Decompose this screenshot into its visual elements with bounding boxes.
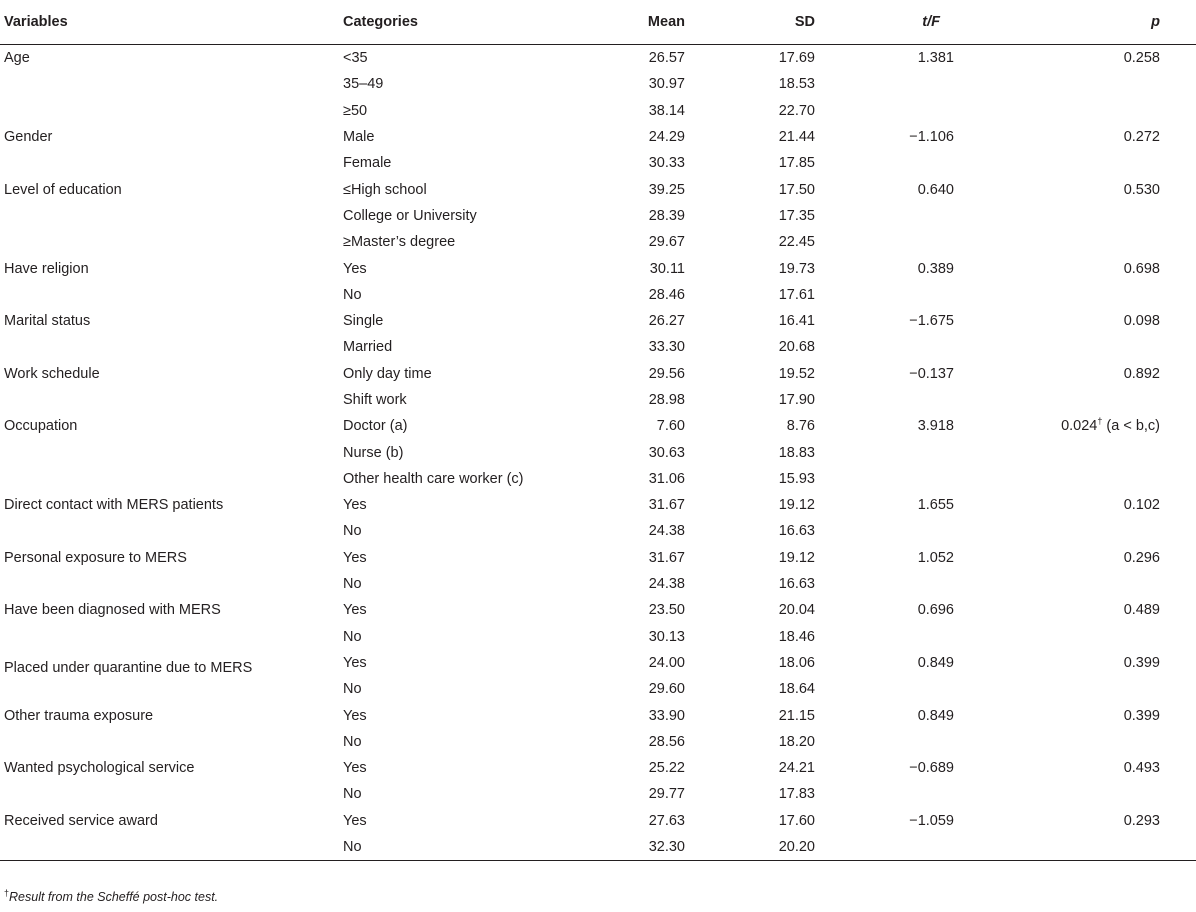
- header-variables: Variables: [0, 0, 343, 45]
- cell-tf: [815, 571, 954, 597]
- cell-sd: 16.63: [778, 576, 815, 593]
- table-row: [0, 413, 1196, 439]
- cell-mean: 24.38: [648, 523, 685, 540]
- cell-category: Married: [343, 339, 393, 356]
- cell-mean: 33.90: [648, 707, 685, 724]
- cell-tf: [815, 71, 954, 97]
- cell-mean: 29.67: [648, 234, 685, 251]
- cell-sd: 19.52: [778, 365, 815, 382]
- cell-tf: 0.849: [917, 654, 954, 671]
- header-mean: Mean: [611, 0, 685, 45]
- cell-p: [954, 282, 1196, 308]
- table-row: [0, 808, 1196, 834]
- cell-mean: 29.60: [648, 681, 685, 698]
- cell-sd: 17.69: [778, 50, 815, 67]
- cell-sd: 18.06: [778, 654, 815, 671]
- table-row: [0, 45, 1196, 72]
- cell-mean: 31.06: [648, 470, 685, 487]
- cell-sd: 17.50: [778, 181, 815, 198]
- table-row: [0, 545, 1196, 571]
- cell-tf: [815, 466, 954, 492]
- header-p: p: [954, 0, 1196, 45]
- table-footnote: [4, 887, 219, 904]
- cell-mean: 32.30: [611, 834, 685, 861]
- cell-sd: 21.44: [778, 129, 815, 146]
- cell-tf: 3.918: [917, 418, 954, 435]
- cell-sd: 17.83: [778, 786, 815, 803]
- cell-mean: 29.56: [648, 365, 685, 382]
- cell-p: 0.493: [1123, 760, 1160, 777]
- cell-variable: Have been diagnosed with MERS: [4, 602, 221, 619]
- cell-mean: 24.29: [648, 129, 685, 146]
- cell-sd: 16.41: [778, 313, 815, 330]
- cell-variable: Received service award: [4, 812, 158, 829]
- cell-tf: 0.849: [917, 707, 954, 724]
- cell-sd: 17.90: [778, 392, 815, 408]
- cell-variable: Have religion: [4, 260, 89, 277]
- cell-variable: [0, 834, 343, 861]
- cell-tf: [815, 439, 954, 465]
- cell-p: 0.399: [1123, 654, 1160, 671]
- table-row: [0, 466, 1196, 492]
- cell-category: No: [343, 628, 362, 645]
- table-row: [0, 361, 1196, 387]
- cell-p: 0.293: [1123, 812, 1160, 829]
- cell-mean: 28.39: [648, 207, 685, 224]
- cell-variable: Gender: [4, 129, 53, 146]
- cell-sd: 21.15: [778, 707, 815, 724]
- cell-p: 0.296: [1123, 549, 1160, 566]
- cell-mean: 23.50: [648, 602, 685, 619]
- footnote-mark: †: [4, 887, 10, 898]
- table-row: [0, 71, 1196, 97]
- cell-variable: [0, 571, 343, 597]
- table-row: [0, 282, 1196, 308]
- cell-p: [954, 624, 1196, 650]
- cell-category: No: [343, 733, 362, 750]
- cell-mean: 24.00: [648, 654, 685, 671]
- cell-category: Female: [343, 155, 392, 172]
- cell-p: [954, 834, 1196, 861]
- cell-variable-text: Placed under quarantine due to MERS: [4, 659, 253, 676]
- cell-tf: 0.640: [917, 181, 954, 198]
- cell-variable: Occupation: [4, 418, 78, 435]
- cell-p: [954, 203, 1196, 229]
- cell-tf: 0.389: [917, 260, 954, 277]
- cell-p: 0.530: [1123, 181, 1160, 198]
- cell-category: Doctor (a): [343, 418, 408, 435]
- cell-category: 35–49: [343, 76, 384, 93]
- cell-category: Nurse (b): [343, 444, 404, 461]
- table-row: [0, 150, 1196, 176]
- cell-p: 0.272: [1123, 129, 1160, 146]
- cell-category: College or University: [343, 207, 477, 224]
- cell-sd: 24.21: [778, 760, 815, 777]
- cell-tf: [815, 518, 954, 544]
- cell-category: ≤High school: [343, 181, 427, 198]
- cell-variable: [0, 729, 343, 755]
- cell-p: 0.698: [1123, 260, 1160, 277]
- cell-p: [954, 98, 1196, 124]
- cell-tf: [815, 282, 954, 308]
- cell-p: 0.399: [1123, 707, 1160, 724]
- cell-mean: 26.27: [648, 313, 685, 330]
- cell-p: [954, 229, 1196, 255]
- cell-variable: [0, 71, 343, 97]
- header-sd: SD: [685, 0, 815, 45]
- footnote-text: Result from the Scheffé post-hoc test.: [9, 890, 219, 904]
- cell-p: 0.098: [1123, 313, 1160, 330]
- cell-mean: 7.60: [656, 418, 685, 435]
- cell-category: No: [343, 786, 362, 803]
- cell-sd: 18.20: [778, 733, 815, 750]
- cell-category: Yes: [343, 260, 367, 277]
- cell-mean: 30.97: [648, 76, 685, 93]
- cell-p: [954, 466, 1196, 492]
- cell-p: 0.892: [1123, 365, 1160, 382]
- posthoc-note: (a < b,c): [1102, 418, 1160, 435]
- cell-category: No: [343, 681, 362, 698]
- cell-sd: 22.70: [778, 102, 815, 119]
- cell-tf: [815, 98, 954, 124]
- cell-tf: −1.059: [909, 812, 954, 829]
- cell-tf: −0.689: [909, 760, 954, 777]
- table-row: [0, 492, 1196, 518]
- cell-mean: 39.25: [648, 181, 685, 198]
- cell-variable: [0, 98, 343, 124]
- cell-tf: −1.106: [909, 129, 954, 146]
- table-row: [0, 650, 1196, 676]
- cell-sd: 17.60: [778, 812, 815, 829]
- cell-tf: [815, 781, 954, 807]
- cell-variable: [0, 676, 343, 702]
- cell-tf: [815, 150, 954, 176]
- cell-category: ≥50: [343, 102, 368, 119]
- table-row: [0, 124, 1196, 150]
- cell-mean: 30.33: [648, 155, 685, 172]
- cell-p: [954, 571, 1196, 597]
- cell-sd: 18.46: [778, 628, 815, 645]
- cell-sd: 22.45: [778, 234, 815, 251]
- cell-variable: Age: [4, 50, 30, 67]
- cell-variable: [0, 439, 343, 465]
- cell-sd: 8.76: [786, 418, 815, 435]
- cell-tf: [815, 387, 954, 413]
- cell-mean: 31.67: [648, 549, 685, 566]
- cell-p: 0.258: [1123, 50, 1160, 67]
- cell-category: Yes: [343, 549, 367, 566]
- table-row: [0, 834, 1196, 861]
- cell-variable: [0, 150, 343, 176]
- cell-category: Yes: [343, 707, 367, 724]
- cell-sd: 18.64: [778, 681, 815, 698]
- cell-tf: [815, 624, 954, 650]
- cell-sd: 20.20: [685, 834, 815, 861]
- cell-tf: [815, 229, 954, 255]
- cell-p: [954, 413, 1196, 439]
- table-row: [0, 624, 1196, 650]
- cell-mean: 31.67: [648, 497, 685, 514]
- cell-mean: 30.13: [648, 628, 685, 645]
- cell-variable: [0, 624, 343, 650]
- cell-tf: [815, 203, 954, 229]
- cell-category: No: [343, 834, 611, 861]
- cell-tf: 1.655: [917, 497, 954, 514]
- cell-variable: Work schedule: [4, 365, 100, 382]
- cell-tf: [815, 334, 954, 360]
- cell-category: Male: [343, 129, 375, 146]
- cell-sd: 18.53: [778, 76, 815, 93]
- cell-sd: 19.12: [778, 497, 815, 514]
- p-value: 0.024: [1061, 418, 1098, 435]
- cell-mean: 30.11: [649, 260, 685, 277]
- cell-category: No: [343, 576, 362, 593]
- table-row: [0, 334, 1196, 360]
- cell-sd: 17.35: [778, 207, 815, 224]
- header-tf: t/F: [815, 0, 954, 45]
- cell-category: Yes: [343, 812, 367, 829]
- table-row: [0, 571, 1196, 597]
- cell-variable: Level of education: [4, 181, 122, 198]
- cell-sd: 19.73: [778, 260, 815, 277]
- cell-mean: 25.22: [648, 760, 685, 777]
- cell-sd: 19.12: [778, 549, 815, 566]
- cell-p: [954, 71, 1196, 97]
- cell-mean: 28.56: [648, 733, 685, 750]
- cell-mean: 28.98: [648, 392, 685, 408]
- table-row: [0, 676, 1196, 702]
- cell-category: Yes: [343, 602, 367, 619]
- cell-mean: 29.77: [648, 786, 685, 803]
- cell-variable: Direct contact with MERS patients: [4, 497, 224, 514]
- cell-category: Yes: [343, 654, 367, 671]
- cell-variable: [0, 518, 343, 544]
- table-row: [0, 729, 1196, 755]
- cell-category: Single: [343, 313, 384, 330]
- table-row: [0, 308, 1196, 334]
- cell-category: <35: [343, 50, 368, 67]
- table-body: [0, 45, 1196, 861]
- cell-variable: [0, 334, 343, 360]
- cell-variable: Marital status: [4, 313, 91, 330]
- table-row: [0, 255, 1196, 281]
- cell-variable: [0, 282, 343, 308]
- cell-variable: [0, 466, 343, 492]
- cell-tf: [815, 729, 954, 755]
- cell-variable: [0, 781, 343, 807]
- cell-mean: 27.63: [648, 812, 685, 829]
- cell-sd: 20.68: [778, 339, 815, 356]
- cell-p: [954, 439, 1196, 465]
- cell-p: [954, 387, 1196, 413]
- cell-p: [954, 676, 1196, 702]
- cell-variable: Personal exposure to MERS: [4, 549, 187, 566]
- table-row: [0, 702, 1196, 728]
- cell-sd: 17.85: [778, 155, 815, 172]
- cell-p: [954, 334, 1196, 360]
- cell-tf: [815, 676, 954, 702]
- cell-mean: 24.38: [648, 576, 685, 593]
- cell-category: ≥Master’s degree: [343, 234, 456, 251]
- cell-mean: 28.46: [648, 286, 685, 303]
- cell-mean: 38.14: [648, 102, 685, 119]
- table-row: [0, 387, 1196, 413]
- table-row: [0, 176, 1196, 202]
- cell-variable: [0, 229, 343, 255]
- cell-variable: [0, 203, 343, 229]
- table-row: [0, 597, 1196, 623]
- cell-tf: 1.381: [917, 50, 954, 67]
- cell-tf: 1.052: [917, 549, 954, 566]
- table-row: [0, 98, 1196, 124]
- cell-category: Only day time: [343, 365, 432, 382]
- cell-mean: 33.30: [648, 339, 685, 356]
- table-row: [0, 229, 1196, 255]
- cell-category: Shift work: [343, 392, 407, 408]
- cell-p: [954, 150, 1196, 176]
- cell-tf: [815, 834, 954, 861]
- header-categories: Categories: [343, 0, 611, 45]
- cell-mean: 30.63: [648, 444, 685, 461]
- table-row: [0, 781, 1196, 807]
- cell-variable: [0, 387, 343, 413]
- cell-p: [954, 518, 1196, 544]
- cell-category: No: [343, 523, 362, 540]
- table-row: [0, 203, 1196, 229]
- cell-sd: 20.04: [778, 602, 815, 619]
- table-row: [0, 518, 1196, 544]
- cell-tf: 0.696: [917, 602, 954, 619]
- cell-sd: 16.63: [778, 523, 815, 540]
- cell-p: [954, 781, 1196, 807]
- cell-p: [954, 729, 1196, 755]
- cell-p: 0.489: [1123, 602, 1160, 619]
- table-header-row: [0, 0, 1196, 45]
- footnote-ref-mark: †: [1097, 416, 1103, 427]
- cell-variable: Wanted psychological service: [4, 760, 195, 777]
- cell-tf: −1.675: [909, 313, 954, 330]
- table-row: [0, 755, 1196, 781]
- cell-variable: [0, 650, 343, 676]
- cell-variable: Other trauma exposure: [4, 707, 154, 724]
- cell-category: No: [343, 286, 362, 303]
- cell-tf: −0.137: [909, 365, 954, 382]
- cell-category: Yes: [343, 497, 367, 514]
- cell-category: Other health care worker (c): [343, 470, 524, 487]
- cell-category: Yes: [343, 760, 367, 777]
- cell-sd: 17.61: [778, 286, 815, 303]
- cell-p: 0.102: [1123, 497, 1160, 514]
- cell-sd: 18.83: [778, 444, 815, 461]
- cell-sd: 15.93: [778, 470, 815, 487]
- cell-mean: 26.57: [648, 50, 685, 67]
- table-row: [0, 439, 1196, 465]
